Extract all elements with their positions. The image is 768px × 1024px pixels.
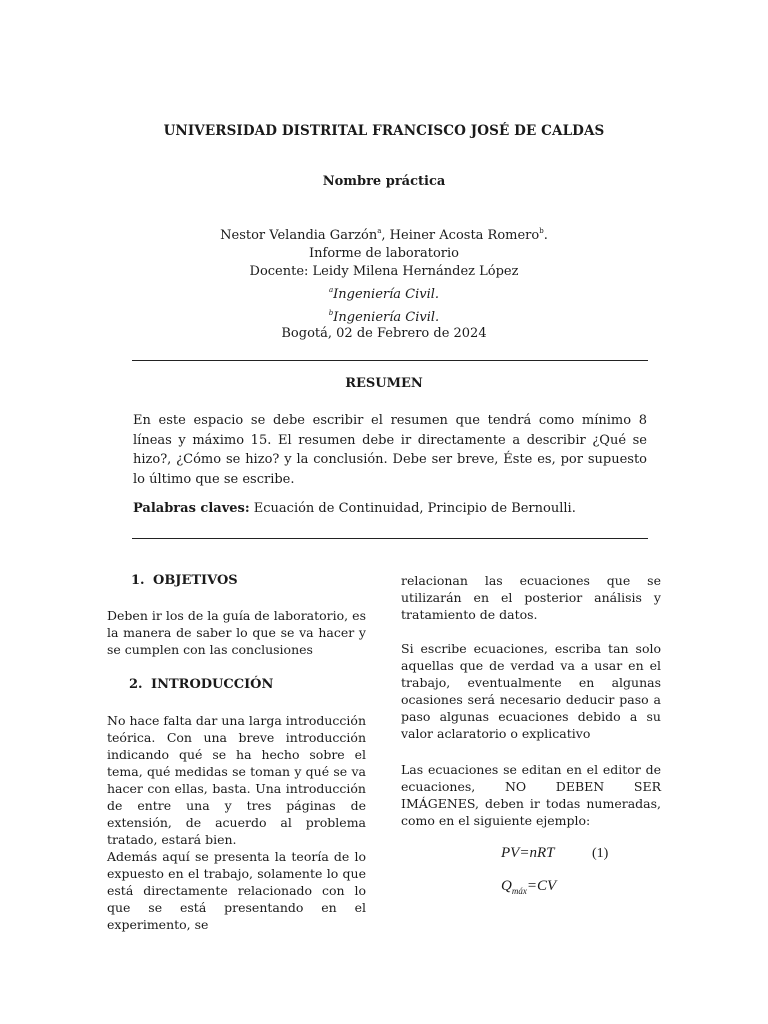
author-1: Nestor Velandia Garzón (220, 228, 378, 243)
objetivos-paragraph: Deben ir los de la guía de laboratorio, es la manera de saber lo que se va hacer y se cumplen con las conclusiones (107, 608, 366, 657)
report-type: Informe de laboratorio (309, 246, 459, 261)
equation-2-sub: máx (511, 886, 527, 896)
equation-2-rest: =CV (526, 878, 557, 894)
affiliation-a (0, 281, 768, 304)
right-paragraph-1: relacionan las ecuaciones que se utilizarán en el posterior análisis y tratamiento de datos. (401, 573, 661, 622)
equation-2 (501, 878, 556, 896)
equation-2-base: Q (501, 878, 512, 894)
affiliation-a-sup: a (328, 286, 334, 294)
author-end: . (543, 228, 548, 243)
author-1-sup: a (377, 227, 382, 235)
objetivos-text (107, 607, 366, 658)
affiliation-b-text: Ingeniería Civil. (333, 310, 440, 325)
author-separator: , (381, 228, 390, 243)
author-block (0, 222, 768, 327)
keywords-line (133, 501, 647, 516)
teacher: Docente: Leidy Milena Hernández López (249, 264, 519, 279)
introduccion-p2 (107, 848, 366, 933)
section-2-title: INTRODUCCIÓN (151, 677, 274, 692)
section-heading-objetivos (131, 573, 238, 588)
introduccion-p1 (107, 712, 366, 848)
right-p1 (401, 572, 661, 623)
author-2-sup: b (539, 227, 544, 235)
author-line (0, 222, 768, 245)
affiliation-a-text: Ingeniería Civil. (333, 287, 440, 302)
abstract-text: En este espacio se debe escribir el resumen que tendrá como mínimo 8 líneas y máximo 15. El resumen debe ir directamente a describir ¿Qué se hizo?, ¿Cómo se hizo? y la conclusión. Debe ser breve, Éste es, por supuesto lo último que se escribe. (133, 413, 647, 487)
abstract-heading: RESUMEN (345, 376, 423, 391)
right-p2 (401, 640, 661, 742)
equation-1-number: (1) (592, 846, 609, 861)
section-1-title: OBJETIVOS (153, 573, 238, 588)
right-p3 (401, 761, 661, 829)
divider-top (132, 360, 648, 361)
keywords-label: Palabras claves: (133, 501, 250, 516)
university-title: UNIVERSIDAD DISTRITAL FRANCISCO JOSÉ DE CALDAS (163, 123, 605, 139)
section-heading-introduccion (129, 677, 273, 692)
section-1-number: 1. (131, 573, 145, 588)
document-date: Bogotá, 02 de Febrero de 2024 (281, 326, 487, 341)
right-paragraph-2: Si escribe ecuaciones, escriba tan solo aquellas que de verdad va a usar en el trabajo, eventualmente en algunas ocasiones será necesario deducir paso a paso algunas ecuaciones debido a su valor aclaratorio o explicativo (401, 641, 661, 741)
introduccion-paragraph-2: Además aquí se presenta la teoría de lo expuesto en el trabajo, solamente lo que está directamente relacionado con lo que se está presentando en el experimento, se (107, 849, 366, 932)
affiliation-b-sup: b (328, 309, 334, 317)
introduccion-paragraph-1: No hace falta dar una larga introducción teórica. Con una breve introducción indicando qué se ha hecho sobre el tema, qué medidas se toman y qué se va hacer con ellas, basta. Una introducción de entre una y tres páginas de extensión, de acuerdo al problema tratado, estará bien. (107, 713, 366, 847)
divider-bottom (132, 538, 648, 539)
author-2: Heiner Acosta Romero (389, 228, 540, 243)
practice-title: Nombre práctica (322, 174, 446, 189)
equation-1: PV=nRT (501, 845, 555, 861)
affiliation-b (0, 304, 768, 327)
section-2-number: 2. (129, 677, 143, 692)
right-paragraph-3: Las ecuaciones se editan en el editor de ecuaciones, NO DEBEN SER IMÁGENES, deben ir todas numeradas, como en el siguiente ejemplo: (401, 762, 661, 828)
keywords-text: Ecuación de Continuidad, Principio de Bernoulli. (249, 501, 576, 516)
